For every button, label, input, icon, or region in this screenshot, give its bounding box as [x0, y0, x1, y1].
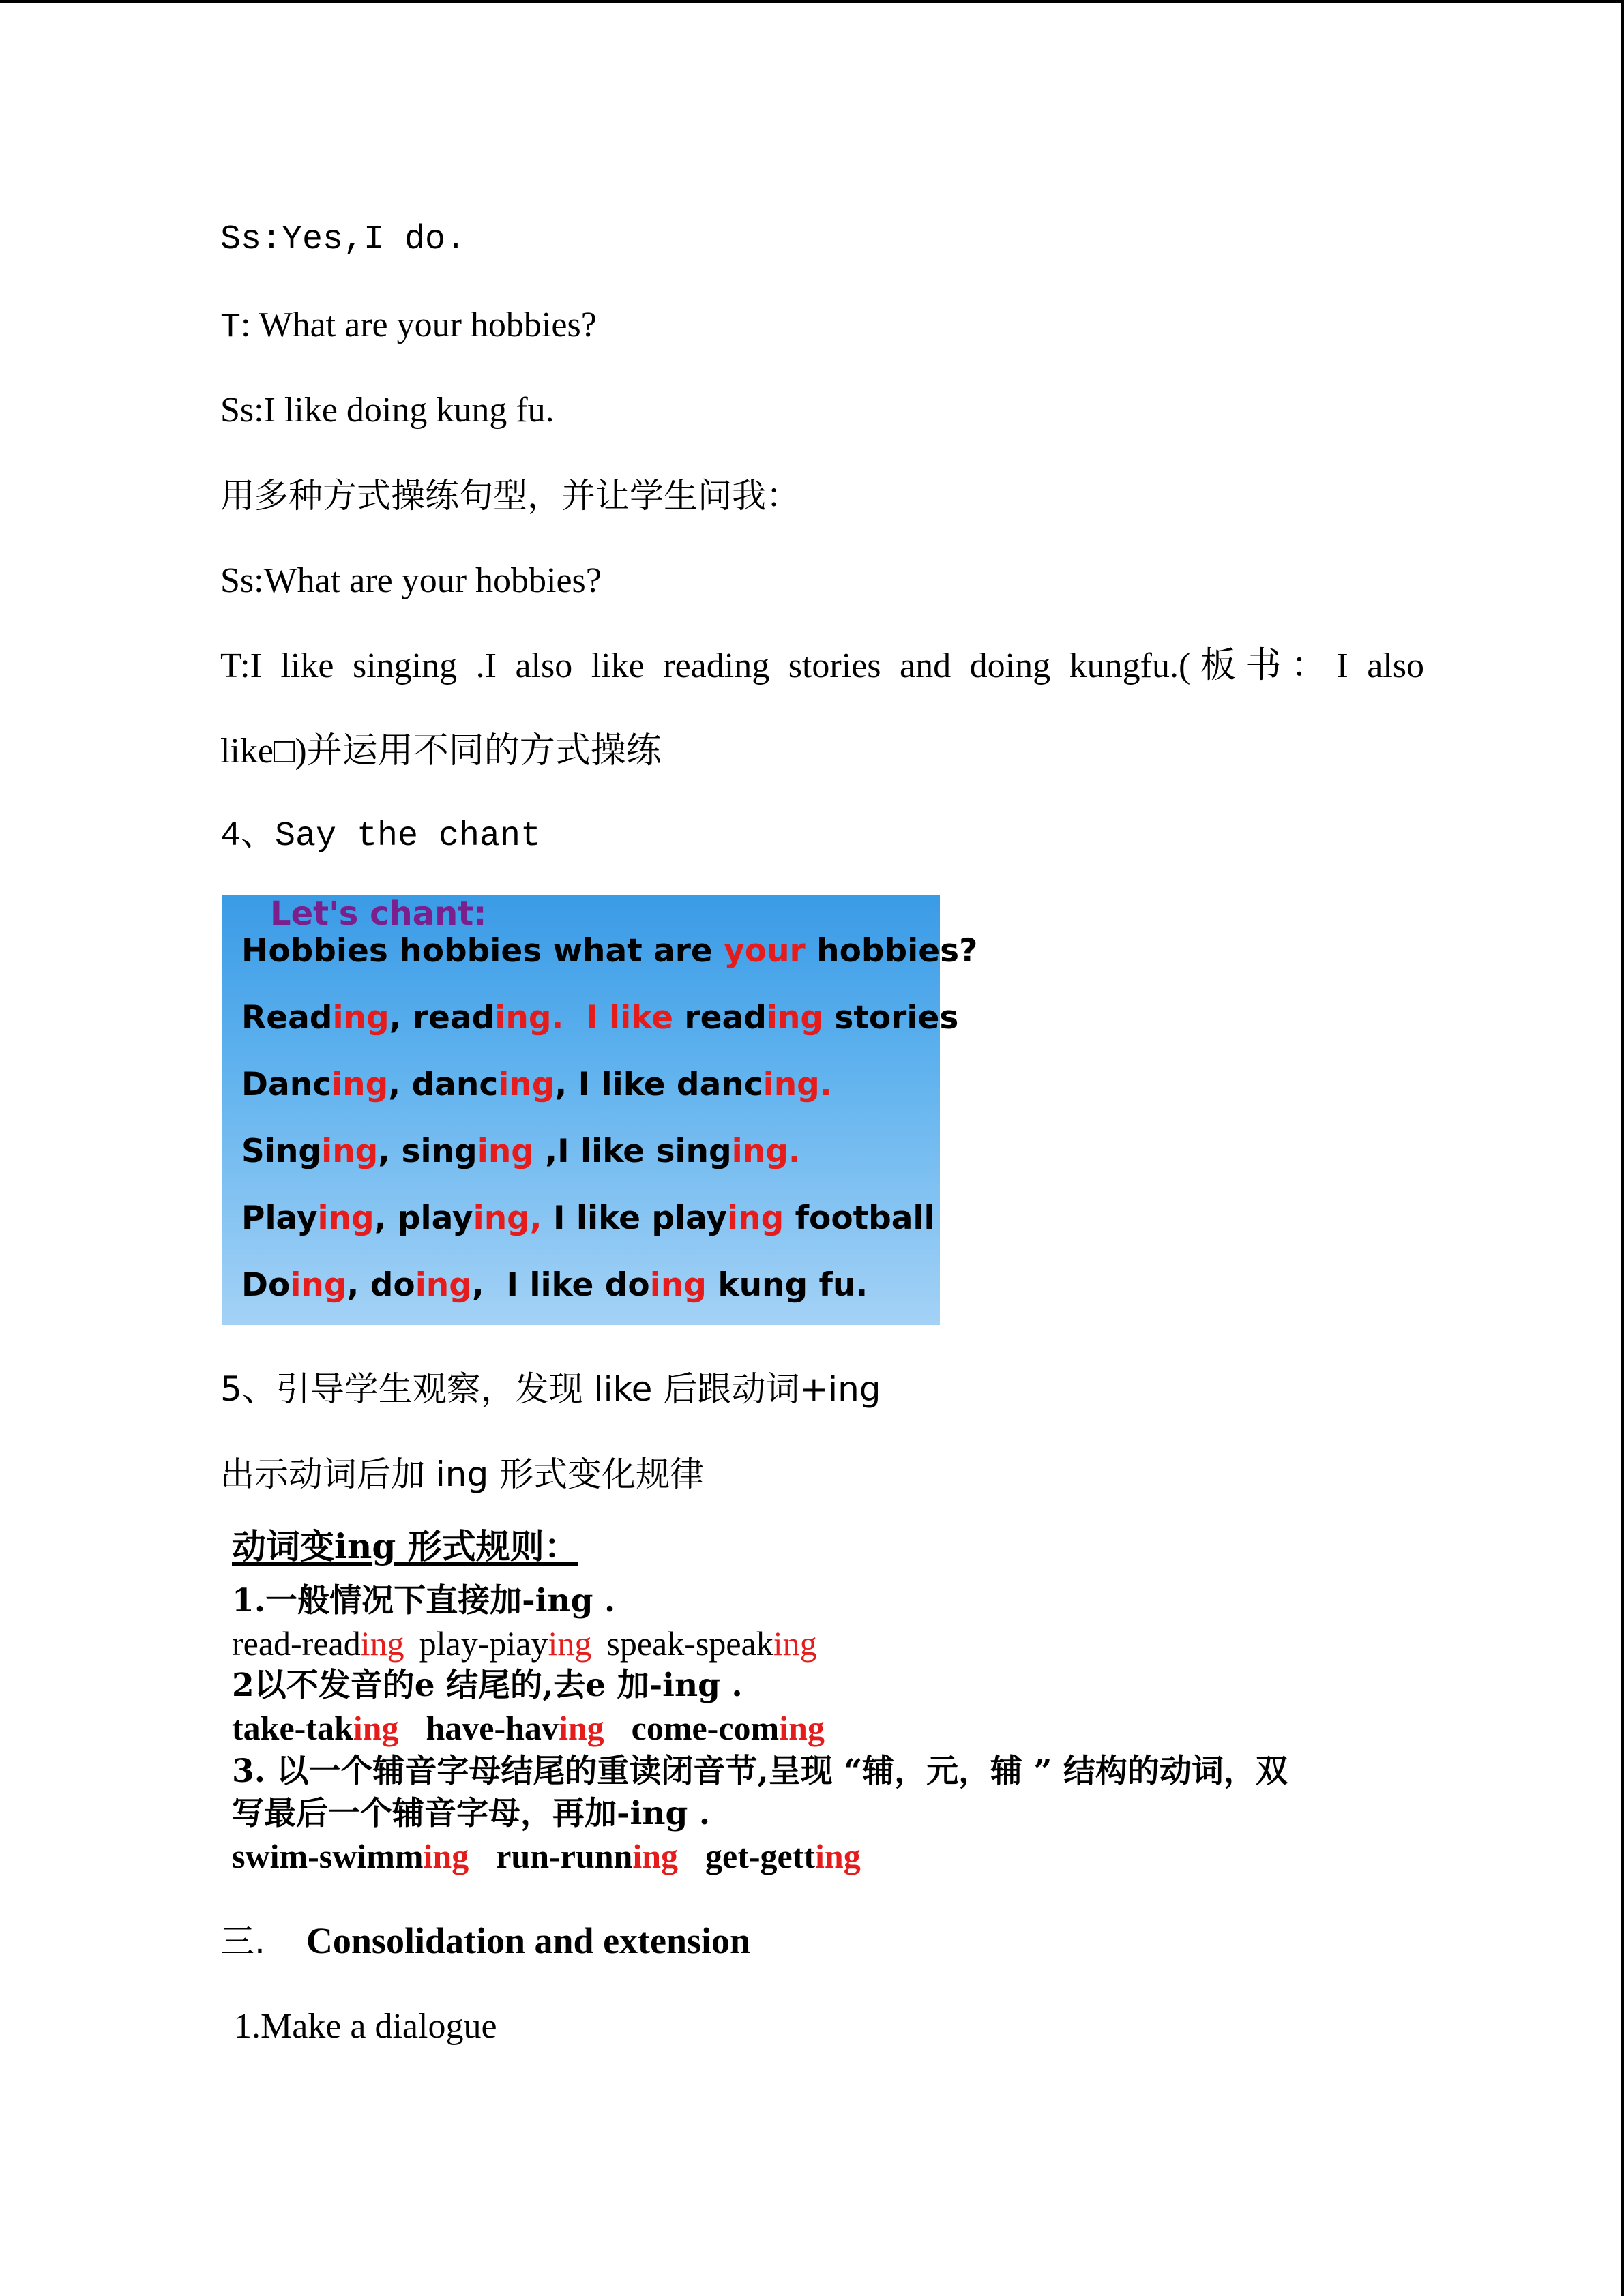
- chant-ing: ing: [766, 999, 824, 1037]
- dialogue-line-7: like□)并运用不同的方式操练: [220, 732, 662, 771]
- chant-ing: ing: [331, 1066, 389, 1103]
- chant-text: , do: [346, 1266, 415, 1304]
- example-base: run-runn: [496, 1837, 633, 1875]
- example-suffix: ing: [779, 1709, 825, 1747]
- example-suffix: ing: [815, 1837, 861, 1875]
- chant-line-1-a: Hobbies hobbies what are: [241, 932, 724, 970]
- example-base: read-read: [232, 1624, 361, 1663]
- chant-i-like: I like: [586, 999, 674, 1037]
- chant-ing: ing: [321, 1133, 379, 1170]
- example-base: take-tak: [232, 1709, 353, 1747]
- chant-ing: ing: [649, 1266, 707, 1304]
- chant-text: Play: [241, 1199, 318, 1237]
- chant-text: , I like danc: [555, 1066, 763, 1103]
- chant-text: Sing: [241, 1133, 322, 1170]
- example-suffix: ing: [632, 1837, 679, 1875]
- rules-header: 动词变ing 形式规则：: [232, 1526, 578, 1566]
- chant-image: [222, 895, 978, 1325]
- chant-ing: ing: [477, 1133, 534, 1170]
- rule-2-examples: [232, 1709, 825, 1747]
- example-suffix: ing: [558, 1709, 604, 1747]
- chant-ing: ing: [290, 1266, 347, 1304]
- chant-line-1-b: hobbies?: [805, 932, 978, 970]
- chant-line-3: [241, 1064, 832, 1105]
- step-5-subheading: 出示动词后加 ing 形式变化规律: [220, 1455, 705, 1494]
- dialogue-line-1: Ss:Yes,I do.: [220, 220, 467, 259]
- step-5-heading: 5、引导学生观察，发现 like 后跟动词+ing: [220, 1369, 881, 1409]
- rule-3-line-2: 写最后一个辅音字母，再加-ing .: [232, 1795, 711, 1832]
- chant-text: ,I like sing: [533, 1133, 732, 1170]
- chant-ing: ing.: [494, 999, 564, 1037]
- section-3-heading: [220, 1919, 750, 1963]
- chant-ing: ing: [317, 1199, 374, 1237]
- page-right-border: [1621, 0, 1624, 2296]
- chant-line-2: [241, 998, 958, 1039]
- rule-2: 2以不发音的e 结尾的,去e 加-ing .: [232, 1667, 743, 1704]
- chant-text: Do: [241, 1266, 291, 1304]
- example-suffix: ing: [423, 1837, 469, 1875]
- example-base: have-hav: [426, 1709, 559, 1747]
- section-3-number: 三.: [220, 1922, 265, 1961]
- chant-ing: ing: [498, 1066, 555, 1103]
- dialogue-line-3: Ss:I like doing kung fu.: [220, 391, 555, 430]
- chant-ing: ing: [727, 1199, 784, 1237]
- chant-title: Let's chant:: [270, 895, 487, 933]
- page-top-border: [0, 0, 1624, 3]
- chant-text: read: [673, 999, 767, 1037]
- example-suffix: ing: [353, 1709, 399, 1747]
- chant-text: I like play: [542, 1199, 727, 1237]
- dialogue-line-6: T:I like singing .I also like reading stories and doing kungfu.(板书：I also: [220, 646, 1424, 685]
- example-base: swim-swimm: [232, 1837, 424, 1875]
- chant-text: kung fu.: [706, 1266, 868, 1304]
- chant-ing: ing: [763, 1066, 820, 1103]
- example-base: come-com: [631, 1709, 780, 1747]
- item-1: 1.Make a dialogue: [234, 2007, 497, 2046]
- section-3-title: Consolidation and extension: [306, 1920, 751, 1961]
- chant-space: [563, 999, 586, 1037]
- example-suffix: ing: [773, 1624, 817, 1663]
- chant-line-5: [241, 1198, 935, 1239]
- example-suffix: ing: [548, 1624, 592, 1663]
- rule-3-line-1: 3. 以一个辅音字母结尾的重读闭音节,呈现 “辅，元，辅 ” 结构的动词，双: [232, 1753, 1288, 1790]
- chant-line-1-red: your: [724, 932, 806, 970]
- chant-text: , danc: [388, 1066, 499, 1103]
- dialogue-line-4: 用多种方式操练句型，并让学生问我：: [220, 476, 800, 516]
- chant-text: stories: [823, 999, 959, 1037]
- step-4-heading: 4、Say the chant: [220, 817, 542, 856]
- example-base: get-gett: [705, 1837, 816, 1875]
- example-base: play-piay: [419, 1624, 548, 1663]
- chant-text: football: [784, 1199, 935, 1237]
- chant-ing: ing: [731, 1133, 788, 1170]
- rule-1-examples: [232, 1624, 817, 1663]
- chant-line-6: [241, 1265, 868, 1306]
- chant-text: Danc: [241, 1066, 332, 1103]
- chant-text: .: [788, 1133, 801, 1170]
- chant-ing: ing: [415, 1266, 472, 1304]
- dialogue-line-2-speaker: T: [220, 308, 241, 347]
- chant-text: , read: [389, 999, 495, 1037]
- rule-1: 1.一般情况下直接加-ing .: [232, 1582, 616, 1620]
- chant-text: , sing: [378, 1133, 477, 1170]
- chant-line-4: [241, 1131, 801, 1172]
- chant-line-1: [241, 931, 977, 972]
- dialogue-line-5: Ss:What are your hobbies?: [220, 561, 602, 600]
- example-suffix: ing: [360, 1624, 404, 1663]
- chant-text: , I like do: [471, 1266, 650, 1304]
- example-base: speak-speak: [606, 1624, 773, 1663]
- chant-text: Read: [241, 999, 333, 1037]
- ing-rules-image: [232, 1527, 1405, 1896]
- chant-ing: ing,: [473, 1199, 542, 1237]
- rule-3-examples: [232, 1837, 861, 1875]
- chant-text: , play: [374, 1199, 473, 1237]
- chant-text: .: [819, 1066, 832, 1103]
- dialogue-line-2: [220, 303, 597, 350]
- chant-ing: ing: [332, 999, 389, 1037]
- dialogue-line-2-text: : What are your hobbies?: [241, 305, 597, 344]
